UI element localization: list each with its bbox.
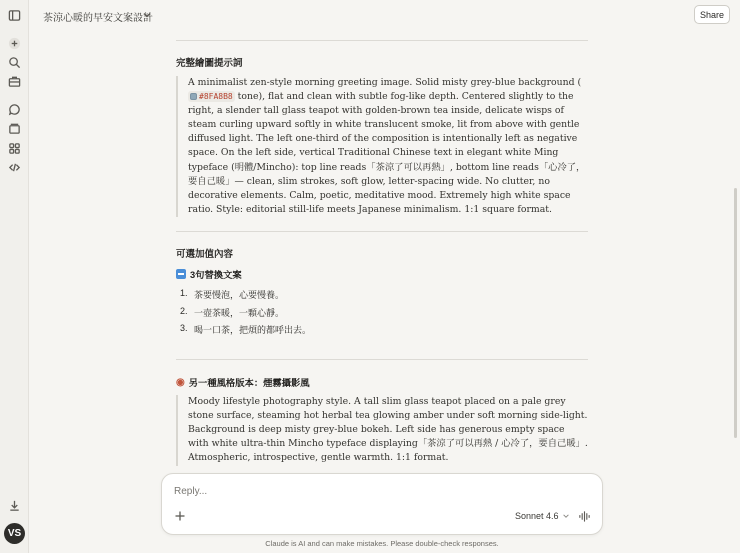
divider	[176, 359, 588, 360]
reply-composer	[161, 473, 603, 535]
chats-icon[interactable]	[7, 102, 22, 117]
search-icon[interactable]	[7, 55, 22, 70]
hex-code: #8FA8B8	[199, 92, 233, 102]
alt-style-blockquote: Moody lifestyle photography style. A tall slim glass teapot placed on a pale grey stone surface, steaming hot herbal tea glowing amber under soft morning side-light. Background is deep misty grey-blue bokeh. Left side has generous empty space with white ultra-thin Mincho typeface displaying「茶涼了可以再熱 / 心冷了，要自己暖」. Atmospheric, introspective, gentle warmth. 1:1 format.	[176, 395, 588, 466]
reply-input[interactable]	[174, 486, 474, 497]
briefcase-icon[interactable]	[7, 74, 22, 89]
voice-mode-icon[interactable]	[578, 510, 591, 523]
sidebar-rail	[0, 0, 29, 553]
projects-icon[interactable]	[7, 121, 22, 136]
list-text: 茶要慢泡，心要慢養。	[194, 290, 285, 300]
prompt-blockquote	[176, 76, 588, 217]
divider	[176, 231, 588, 232]
prompt-text-rest: tone), flat and clean with subtle fog-like depth. Centered slightly to the right, a slender tall glass teapot with golden-brown tea inside, delicate wisps of steam curling upward softly in white translucent smoke, lit from above with gentle diffused light. The left one-third of the composition is intentionally left as negative space. On the left side, vertical Traditional Chinese text in elegant white Ming typeface (明體/Mincho): top line reads「茶涼了可以再熱」, bottom line reads「心冷了，要自己暖」— clean, slim strokes, soft glow, letter-spacing wide. No clutter, no decorative elements. Calm, poetic, meditative mood. Extremely high white space ratio. Style: editorial still-life meets Japanese minimalism. 1:1 square format.	[188, 91, 586, 215]
chevron-down-icon[interactable]	[142, 10, 152, 20]
new-chat-icon[interactable]	[7, 36, 22, 51]
alt-style-title	[176, 375, 310, 389]
scrollbar[interactable]	[734, 188, 737, 438]
top-bar	[29, 0, 740, 30]
list-item	[180, 306, 311, 324]
list-number: 2.	[180, 305, 188, 316]
add-attachment-icon[interactable]	[174, 510, 186, 522]
code-icon[interactable]	[7, 160, 22, 175]
conversation-title[interactable]: 茶涼心暖的早安文案設計	[43, 13, 153, 24]
alt-copy-title	[176, 267, 242, 281]
optional-heading: 可選加值內容	[176, 249, 234, 260]
list-item	[180, 323, 311, 341]
model-label: Sonnet 4.6	[515, 511, 559, 521]
alt-style-title-text: 另一種風格版本：煙霧攝影風	[188, 378, 310, 388]
alt-copy-title-text: 3句替換文案	[190, 270, 242, 280]
model-selector[interactable]	[515, 511, 570, 521]
sidebar-toggle-icon[interactable]	[7, 8, 22, 23]
list-number: 3.	[180, 323, 188, 333]
alt-copy-list	[180, 288, 311, 341]
list-number: 1.	[180, 288, 188, 298]
color-swatch	[190, 93, 197, 100]
minus-square-icon	[176, 269, 186, 279]
hex-code-chip	[188, 91, 235, 102]
download-icon[interactable]	[7, 498, 22, 513]
artifacts-icon[interactable]	[7, 141, 22, 156]
divider	[176, 40, 588, 41]
list-text: 喝一口茶，把煩的都呼出去。	[194, 325, 312, 335]
avatar[interactable]: VS	[4, 523, 25, 544]
share-button[interactable]: Share	[694, 5, 730, 24]
chevron-down-icon	[562, 512, 570, 520]
disclaimer: Claude is AI and can make mistakes. Please double-check responses.	[265, 539, 499, 548]
prompt-heading: 完整繪圖提示詞	[176, 58, 243, 69]
prompt-text-start: A minimalist zen-style morning greeting image. Solid misty grey-blue background (	[188, 77, 582, 88]
list-text: 一壺茶暖，一顆心靜。	[194, 307, 285, 318]
palette-icon: ◉	[176, 376, 185, 388]
list-item	[180, 288, 311, 306]
